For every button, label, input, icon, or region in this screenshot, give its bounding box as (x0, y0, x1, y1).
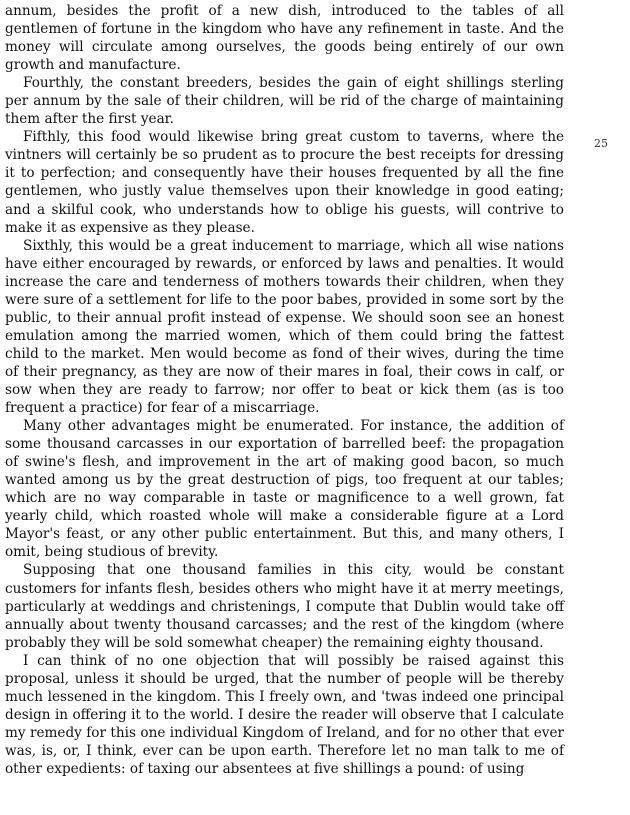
paragraph-objection: I can think of no one objection that will possibly be raised against this proposal, unless it should be urged, that the number of people will be thereby much lessened in the kingdom. This I freely own, and 'twas indeed one principal design in offering it to the world. I desire the reader will observe that I calculate my remedy for this one individual Kingdom of Ireland, and for no other that ever was, is, or, I think, ever can be upon earth. Therefore let no man talk to me of other expedients: of taxing our absentees at five shillings a pound: of using (5, 652, 564, 777)
paragraph-sixthly: Sixthly, this would be a great inducement to marriage, which all wise nations have either encouraged by rewards, or enforced by laws and penalties. It would increase the care and tenderness of mothers towards their children, when they were sure of a settlement for life to the poor babes, provided in some sort by the public, to their annual profit instead of expense. We should soon see an honest emulation among the married women, which of them could bring the fattest child to the market. Men would become as fond of their wives, during the time of their pregnancy, as they are now of their mares in foal, their cows in calf, or sow when they are ready to farrow; nor offer to beat or kick them (as is too frequent a practice) for fear of a miscarriage. (5, 237, 564, 417)
page-number: 25 (594, 137, 608, 150)
paragraph-fourthly: Fourthly, the constant breeders, besides the gain of eight shillings sterling per annum by the sale of their children, will be rid of the charge of maintaining them after the first year. (5, 75, 564, 128)
body-text (5, 2, 564, 778)
paragraph-fifthly: Fifthly, this food would likewise bring great custom to taverns, where the vintners will certainly be so prudent as to procure the best receipts for dressing it to perfection; and consequently have their houses frequented by all the fine gentlemen, who justly value themselves upon their knowledge in good eating; and a skilful cook, who understands how to oblige his guests, will contrive to make it as expensive as they please. (5, 129, 564, 236)
paragraph-continued: annum, besides the profit of a new dish, introduced to the tables of all gentlemen of fortune in the kingdom who have any refinement in taste. And the money will circulate among ourselves, the goods being entirely of our own growth and manufacture. (5, 3, 564, 74)
paragraph-supposing: Supposing that one thousand families in this city, would be constant customers for infants flesh, besides others who might have it at merry meetings, particularly at weddings and christenings, I compute that Dublin would take off annually about twenty thousand carcasses; and the rest of the kingdom (where probably they will be sold somewhat cheaper) the remaining eighty thousand. (5, 562, 564, 651)
paragraph-other-advantages: Many other advantages might be enumerated. For instance, the addition of some thousand carcasses in our exportation of barrelled beef: the propagation of swine's flesh, and improvement in the art of making good bacon, so much wanted among us by the great destruction of pigs, too frequent at our tables; which are no way comparable in taste or magnificence to a well grown, fat yearly child, which roasted whole will make a considerable figure at a Lord Mayor's feast, or any other public entertainment. But this, and many others, I omit, being studious of brevity. (5, 418, 564, 561)
